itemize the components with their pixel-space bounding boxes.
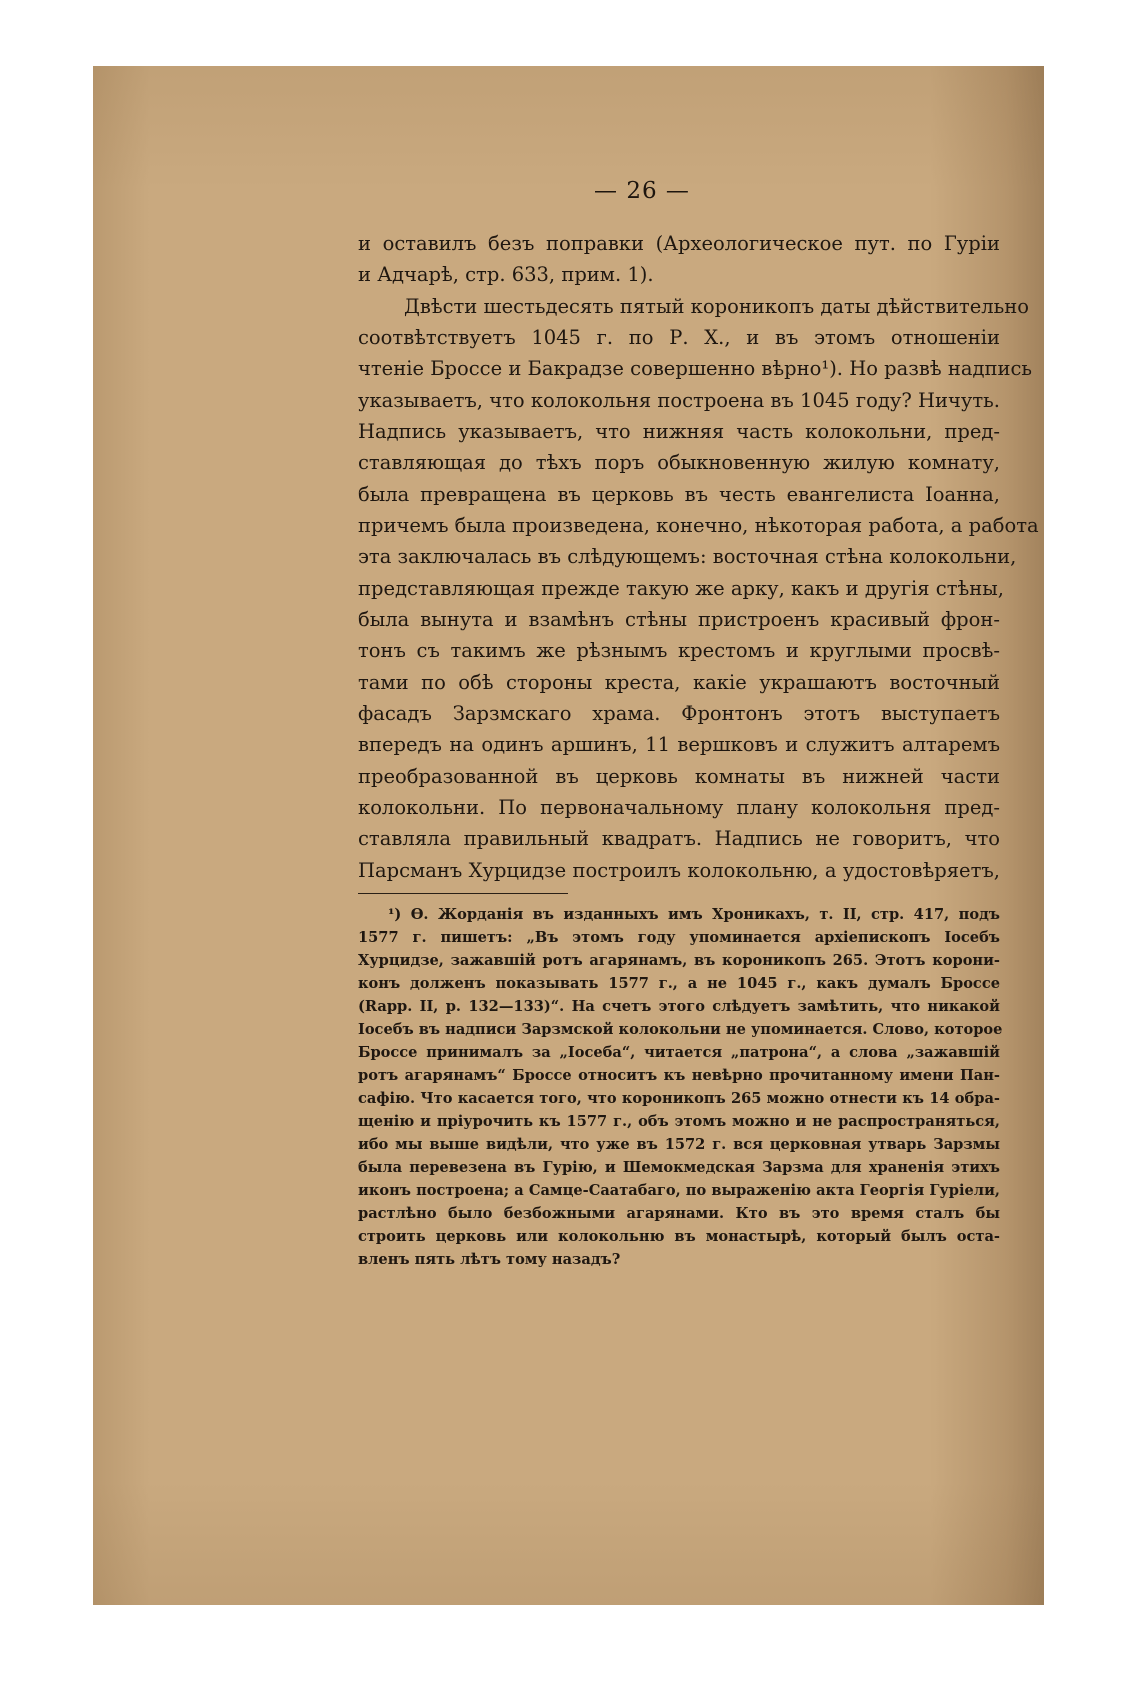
- body-line: колокольни. По первоначальному плану колокольня пред-: [358, 796, 1000, 819]
- body-line: преобразованной въ церковь комнаты въ нижней части: [358, 765, 1000, 788]
- body-line: впередъ на одинъ аршинъ, 11 вершковъ и служитъ алтаремъ: [358, 733, 1000, 756]
- body-line: представляющая прежде такую же арку, какъ и другія стѣны,: [358, 577, 1004, 600]
- body-line: тами по обѣ стороны креста, какіе украшаютъ восточный: [358, 671, 1000, 694]
- page-number: — 26 —: [594, 178, 690, 204]
- body-line: фасадъ Зарзмскаго храма. Фронтонъ этотъ выступаетъ: [358, 702, 1000, 725]
- body-line: Двѣсти шестьдесять пятый короникопъ даты дѣйствительно: [404, 295, 1029, 318]
- body-line: указываетъ, что колокольня построена въ 1045 году? Ничуть.: [358, 389, 1000, 412]
- body-line: эта заключалась въ слѣдующемъ: восточная стѣна колокольни,: [358, 545, 1017, 568]
- footnote-line: (Rapp. II, p. 132—133)“. На счетъ этого слѣдуетъ замѣтить, что никакой: [358, 998, 1000, 1015]
- footnote-line: ибо мы выше видѣли, что уже въ 1572 г. вся церковная утварь Зарзмы: [358, 1136, 1000, 1153]
- body-line: и Адчарѣ, стр. 633, прим. 1).: [358, 263, 654, 286]
- footnote-line: ¹) Ѳ. Жорданія въ изданныхъ имъ Хроникахъ, т. II, стр. 417, подъ: [388, 906, 1000, 923]
- footnote-rule: [358, 893, 568, 894]
- footnote-line: была перевезена въ Гурію, и Шемокмедская Зарзма для храненія этихъ: [358, 1159, 1000, 1176]
- body-line: соотвѣтствуетъ 1045 г. по Р. Х., и въ этомъ отношеніи: [358, 326, 1000, 349]
- footnote-line: строить церковь или колокольню въ монастырѣ, который былъ оста-: [358, 1228, 1000, 1245]
- body-line: была превращена въ церковь въ честь евангелиста Іоанна,: [358, 483, 1000, 506]
- footnote-line: иконъ построена; а Самце-Саатабаго, по выраженію акта Георгія Гуріели,: [358, 1182, 1000, 1199]
- body-line: и оставилъ безъ поправки (Археологическое пут. по Гуріи: [358, 232, 1000, 255]
- body-line: ставляла правильный квадратъ. Надпись не говоритъ, что: [358, 827, 1000, 850]
- footnote-line: Броссе принималъ за „Іосеба“, читается „патрона“, а слова „зажавшій: [358, 1044, 1000, 1061]
- footnote-line: вленъ пять лѣтъ тому назадъ?: [358, 1251, 621, 1268]
- footnote-line: конъ долженъ показывать 1577 г., а не 1045 г., какъ думалъ Броссе: [358, 975, 1000, 992]
- footnote-line: Хурцидзе, зажавшій ротъ агарянамъ, въ короникопъ 265. Этотъ корони-: [358, 952, 1000, 969]
- footnote-line: ротъ агарянамъ“ Броссе относитъ къ невѣрно прочитанному имени Пан-: [358, 1067, 1000, 1084]
- footnote-line: Іосебъ въ надписи Зарзмской колокольни не упоминается. Слово, которое: [358, 1021, 1003, 1038]
- footnote-line: растлѣно было безбожными агарянами. Кто въ это время сталъ бы: [358, 1205, 1000, 1222]
- body-line: ставляющая до тѣхъ поръ обыкновенную жилую комнату,: [358, 451, 1000, 474]
- body-line: была вынута и взамѣнъ стѣны пристроенъ красивый фрон-: [358, 608, 1000, 631]
- body-line: тонъ съ такимъ же рѣзнымъ крестомъ и круглыми просвѣ-: [358, 639, 1000, 662]
- footnote-line: щенію и пріурочить къ 1577 г., объ этомъ можно и не распространяться,: [358, 1113, 1000, 1130]
- body-line: чтеніе Броссе и Бакрадзе совершенно вѣрно¹). Но развѣ надпись: [358, 357, 1032, 380]
- body-line: причемъ была произведена, конечно, нѣкоторая работа, а работа: [358, 514, 1039, 537]
- body-line: Надпись указываетъ, что нижняя часть колокольни, пред-: [358, 420, 1000, 443]
- footnote-line: 1577 г. пишетъ: „Въ этомъ году упоминается архіепископъ Іосебъ: [358, 929, 1000, 946]
- body-line: Парсманъ Хурцидзе построилъ колокольню, а удостовѣряетъ,: [358, 859, 1000, 882]
- footnote-line: сафію. Что касается того, что короникопъ 265 можно отнести къ 14 обра-: [358, 1090, 1000, 1107]
